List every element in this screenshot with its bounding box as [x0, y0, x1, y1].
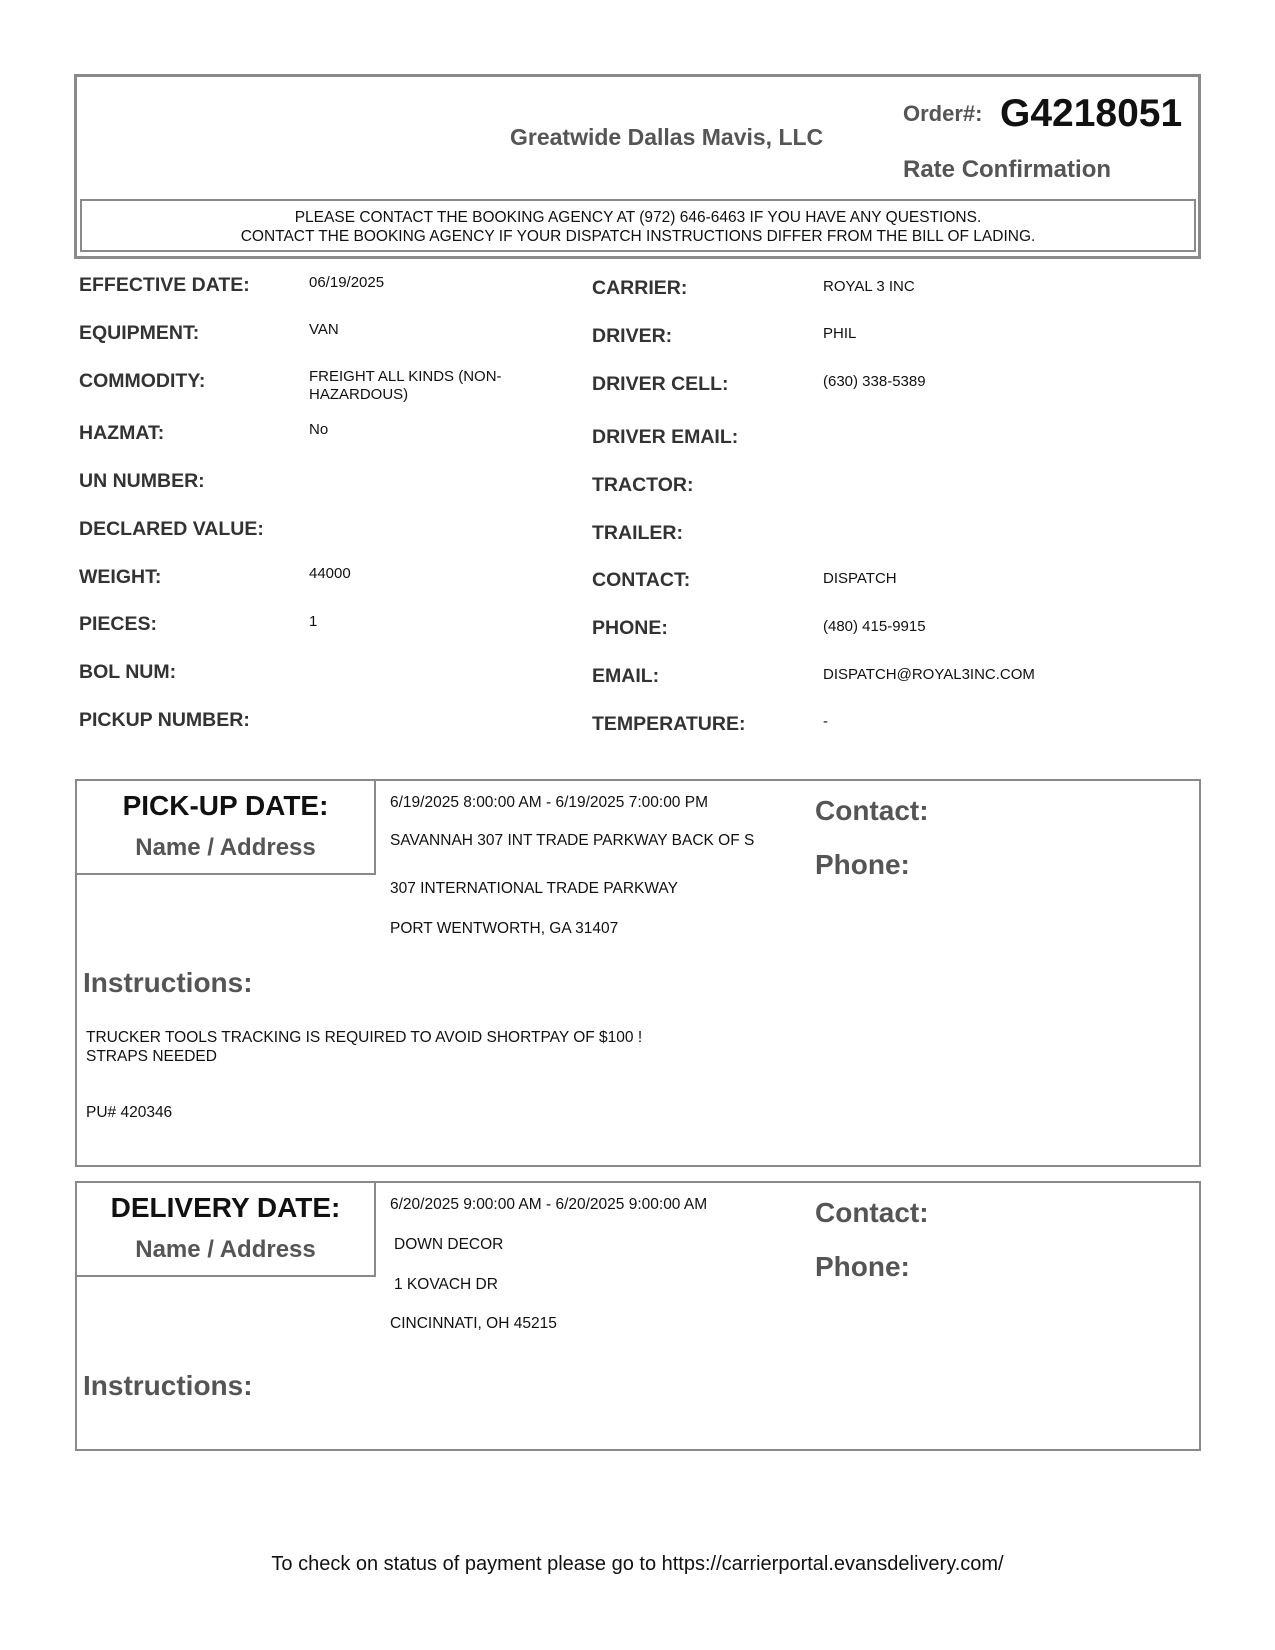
- company-name: Greatwide Dallas Mavis, LLC: [510, 124, 824, 150]
- carrier-label: CARRIER:: [592, 277, 688, 299]
- pieces-value: 1: [309, 613, 318, 630]
- order-number: G4218051: [1000, 92, 1183, 135]
- commodity-value: FREIGHT ALL KINDS (NON-HAZARDOUS): [309, 368, 502, 403]
- delivery-phone-label: Phone:: [815, 1251, 910, 1282]
- tractor-label: TRACTOR:: [592, 474, 694, 496]
- un-number-label: UN NUMBER:: [79, 470, 205, 492]
- weight-label: WEIGHT:: [79, 566, 162, 588]
- contact-value: DISPATCH: [823, 570, 897, 587]
- pieces-label: PIECES:: [79, 613, 158, 635]
- effective-date-label: EFFECTIVE DATE:: [79, 274, 250, 296]
- phone-value: (480) 415-9915: [823, 618, 926, 635]
- pickup-contact-label: Contact:: [815, 795, 929, 826]
- temperature-label: TEMPERATURE:: [592, 713, 746, 735]
- hazmat-value: No: [309, 421, 329, 438]
- pickup-date-range: 6/19/2025 8:00:00 AM - 6/19/2025 7:00:00 PM: [390, 794, 708, 811]
- pickup-instructions-line-1: TRUCKER TOOLS TRACKING IS REQUIRED TO AVOID SHORTPAY OF $100 !: [86, 1029, 643, 1046]
- driver-value: PHIL: [823, 325, 857, 342]
- delivery-contact-label: Contact:: [815, 1197, 929, 1228]
- temperature-value: -: [823, 713, 828, 730]
- pickup-name: SAVANNAH 307 INT TRADE PARKWAY BACK OF S: [390, 832, 755, 849]
- driver-label: DRIVER:: [592, 325, 673, 347]
- pickup-number-label: PICKUP NUMBER:: [79, 709, 250, 731]
- notice-line-2: CONTACT THE BOOKING AGENCY IF YOUR DISPATCH INSTRUCTIONS DIFFER FROM THE BILL OF LADING.: [240, 228, 1036, 245]
- pickup-instructions-line-3: PU# 420346: [86, 1104, 173, 1121]
- carrier-value: ROYAL 3 INC: [823, 278, 915, 295]
- delivery-date-title: DELIVERY DATE:: [110, 1192, 341, 1223]
- pickup-instructions-line-2: STRAPS NEEDED: [86, 1048, 217, 1065]
- notice-box: [80, 199, 1196, 252]
- delivery-name-address-label: Name / Address: [135, 1236, 316, 1263]
- commodity-label: COMMODITY:: [79, 370, 206, 392]
- driver-cell-label: DRIVER CELL:: [592, 373, 729, 395]
- delivery-date-range: 6/20/2025 9:00:00 AM - 6/20/2025 9:00:00 AM: [390, 1196, 708, 1213]
- contact-label: CONTACT:: [592, 569, 691, 591]
- pickup-phone-label: Phone:: [815, 849, 910, 880]
- delivery-instructions-label: Instructions:: [83, 1370, 253, 1401]
- equipment-value: VAN: [309, 321, 339, 338]
- hazmat-label: HAZMAT:: [79, 422, 165, 444]
- footer-payment-note: To check on status of payment please go to https://carrierportal.evansdelivery.com/: [271, 1553, 1004, 1575]
- declared-value-label: DECLARED VALUE:: [79, 518, 264, 540]
- effective-date-value: 06/19/2025: [309, 274, 385, 291]
- equipment-label: EQUIPMENT:: [79, 322, 200, 344]
- delivery-address-line-2: CINCINNATI, OH 45215: [390, 1315, 557, 1332]
- driver-email-label: DRIVER EMAIL:: [592, 426, 739, 448]
- delivery-address-line-1: 1 KOVACH DR: [394, 1276, 498, 1293]
- delivery-date-box: [75, 1181, 376, 1277]
- pickup-address-line-1: 307 INTERNATIONAL TRADE PARKWAY: [390, 880, 678, 897]
- order-label: Order#:: [903, 101, 983, 126]
- phone-label: PHONE:: [592, 617, 668, 639]
- pickup-address-line-2: PORT WENTWORTH, GA 31407: [390, 920, 619, 937]
- driver-cell-value: (630) 338-5389: [823, 373, 926, 390]
- pickup-date-box: [75, 779, 376, 875]
- document-title: Rate Confirmation: [903, 156, 1112, 183]
- bol-num-label: BOL NUM:: [79, 661, 177, 683]
- notice-line-1: PLEASE CONTACT THE BOOKING AGENCY AT (972) 646-6463 IF YOU HAVE ANY QUESTIONS.: [294, 209, 982, 226]
- weight-value: 44000: [309, 565, 351, 582]
- trailer-label: TRAILER:: [592, 522, 683, 544]
- pickup-date-title: PICK-UP DATE:: [122, 790, 329, 821]
- pickup-instructions-label: Instructions:: [83, 967, 253, 998]
- pickup-name-address-label: Name / Address: [135, 834, 316, 861]
- email-value: DISPATCH@ROYAL3INC.COM: [823, 666, 1035, 683]
- delivery-name: DOWN DECOR: [394, 1236, 504, 1253]
- email-label: EMAIL:: [592, 665, 660, 687]
